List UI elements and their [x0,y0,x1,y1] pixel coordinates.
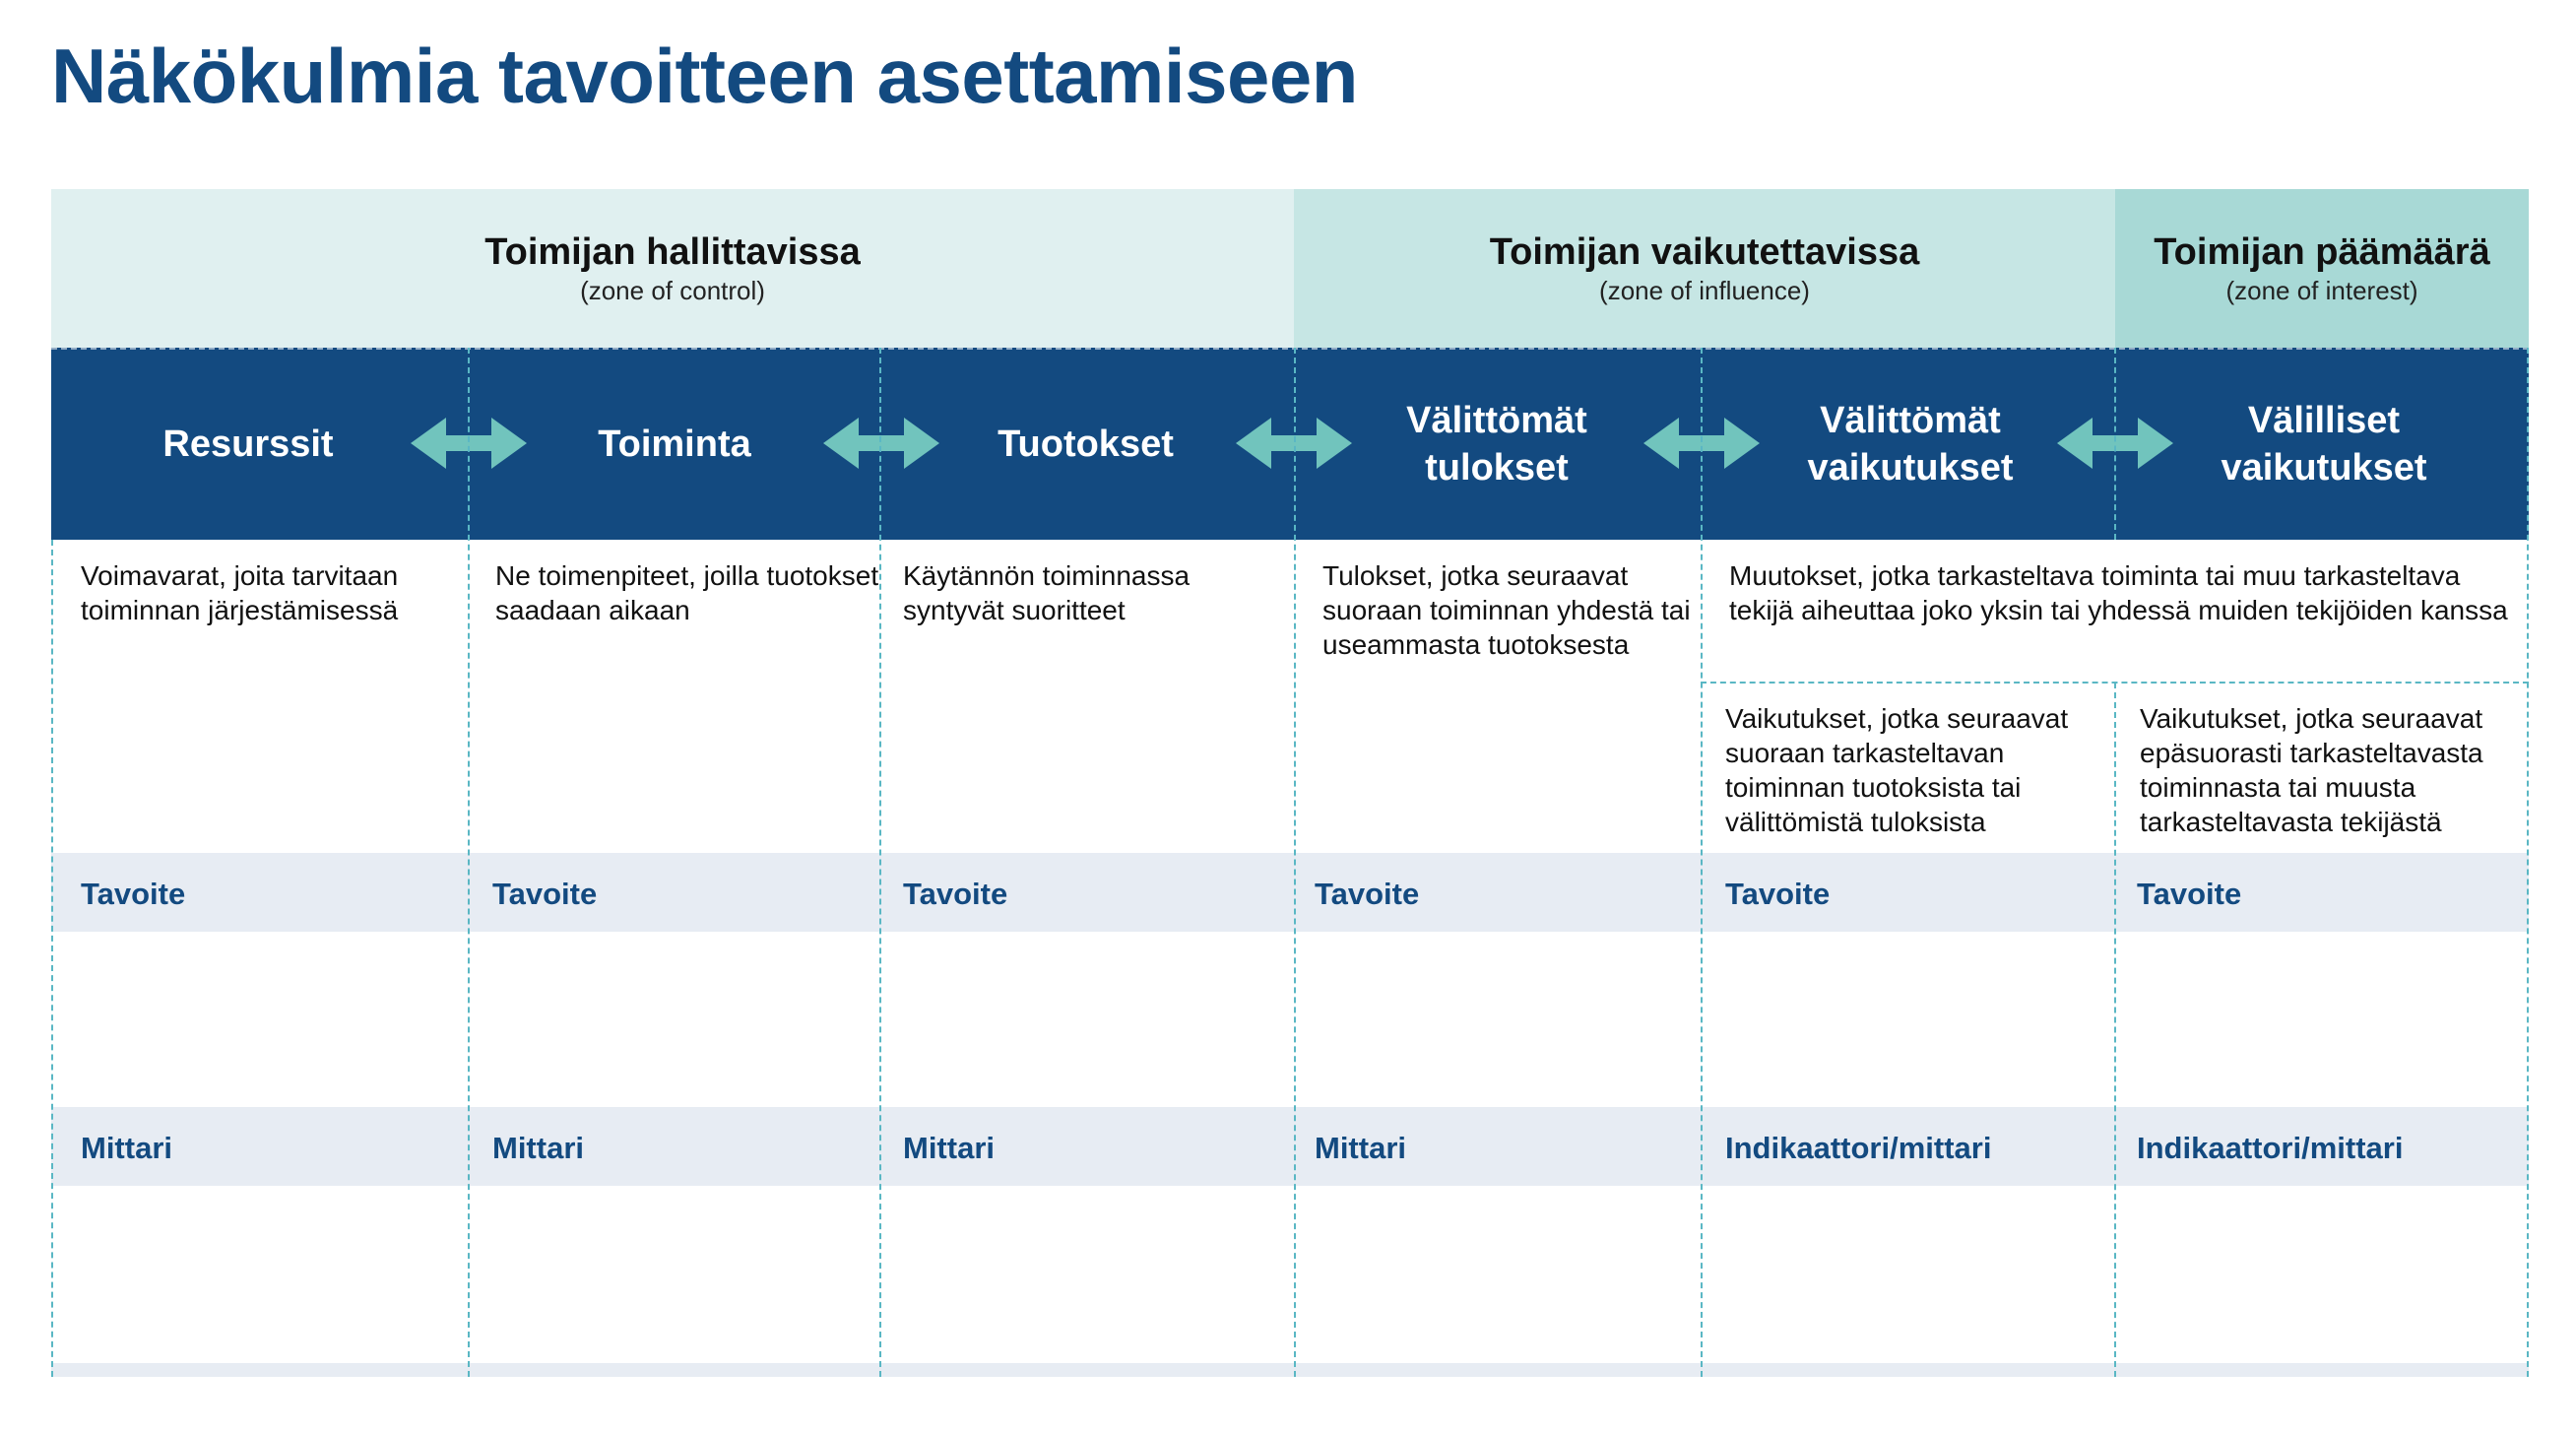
zone-title: Toimijan hallittavissa [484,230,861,273]
zone-subtitle: (zone of interest) [2225,275,2418,305]
description-valilliset-vaikutukset: Vaikutukset, jotka seuraavat epäsuorasti tarkasteltavasta toiminnasta tai muusta tarkasteltavasta tekijästä [2140,703,2483,837]
page-title: Näkökulmia tavoitteen asettamiseen [51,33,1358,119]
column-divider [51,540,53,1377]
zone-subtitle: (zone of control) [580,275,765,305]
description-valittomat-vaikutukset: Vaikutukset, jotka seuraavat suoraan tarkasteltavan toiminnan tuotoksista tai välittömistä tuloksista [1725,703,2069,837]
column-divider [2114,348,2116,540]
description-valittomat-tulokset: Tulokset, jotka seuraavat suoraan toiminnan yhdestä tai useammasta tuotoksesta [1322,560,1691,660]
goal-label: Tavoite [1315,877,1420,911]
double-arrow-icon [823,418,939,469]
column-header-valittomat-tulokset: Välittömät tulokset [1406,399,1587,489]
column-divider [879,348,881,1377]
description-toiminta: Ne toimenpiteet, joilla tuotokset saadaan aikaan [495,560,879,625]
goal-label: Tavoite [2137,877,2242,911]
zone-title: Toimijan vaikutettavissa [1489,230,1920,273]
metric-label: Mittari [903,1131,995,1165]
column-header-toiminta: Toiminta [598,423,751,465]
column-divider [1701,348,1703,1377]
column-divider [2527,348,2529,1377]
goal-label: Tavoite [1725,877,1831,911]
metric-label: Indikaattori/mittari [1725,1131,1992,1165]
metric-label: Mittari [1315,1131,1406,1165]
description-tuotokset: Käytännön toiminnassa syntyvät suoritteet [903,560,1191,625]
zone-title: Toimijan päämäärä [2154,230,2490,273]
impact-split-divider [1701,682,2529,684]
column-header-valilliset-vaikutukset: Välilliset vaikutukset [2221,399,2427,489]
metric-label: Mittari [81,1131,172,1165]
metric-label: Mittari [492,1131,584,1165]
zone-influence [1294,189,2115,348]
column-divider [1294,348,1296,1377]
goal-label: Tavoite [81,877,186,911]
zone-interest [2115,189,2529,348]
column-header-valittomat-vaikutukset: Välittömät vaikutukset [1807,399,2014,489]
zone-control [51,189,1294,348]
column-divider [2114,683,2116,1377]
description-resurssit: Voimavarat, joita tarvitaan toiminnan järjestämisessä [81,560,399,625]
column-header-tuotokset: Tuotokset [998,423,1174,465]
description-shared-impacts: Muutokset, jotka tarkasteltava toiminta tai muu tarkasteltava tekijä aiheuttaa joko yksin tai yhdessä muiden tekijöiden kanssa [1729,560,2508,625]
goal-label: Tavoite [903,877,1008,911]
metric-label: Indikaattori/mittari [2137,1131,2404,1165]
column-header-resurssit: Resurssit [162,423,334,465]
bottom-row [51,1363,2529,1377]
goal-label: Tavoite [492,877,598,911]
zone-subtitle: (zone of influence) [1599,275,1810,305]
column-divider [468,348,470,1377]
